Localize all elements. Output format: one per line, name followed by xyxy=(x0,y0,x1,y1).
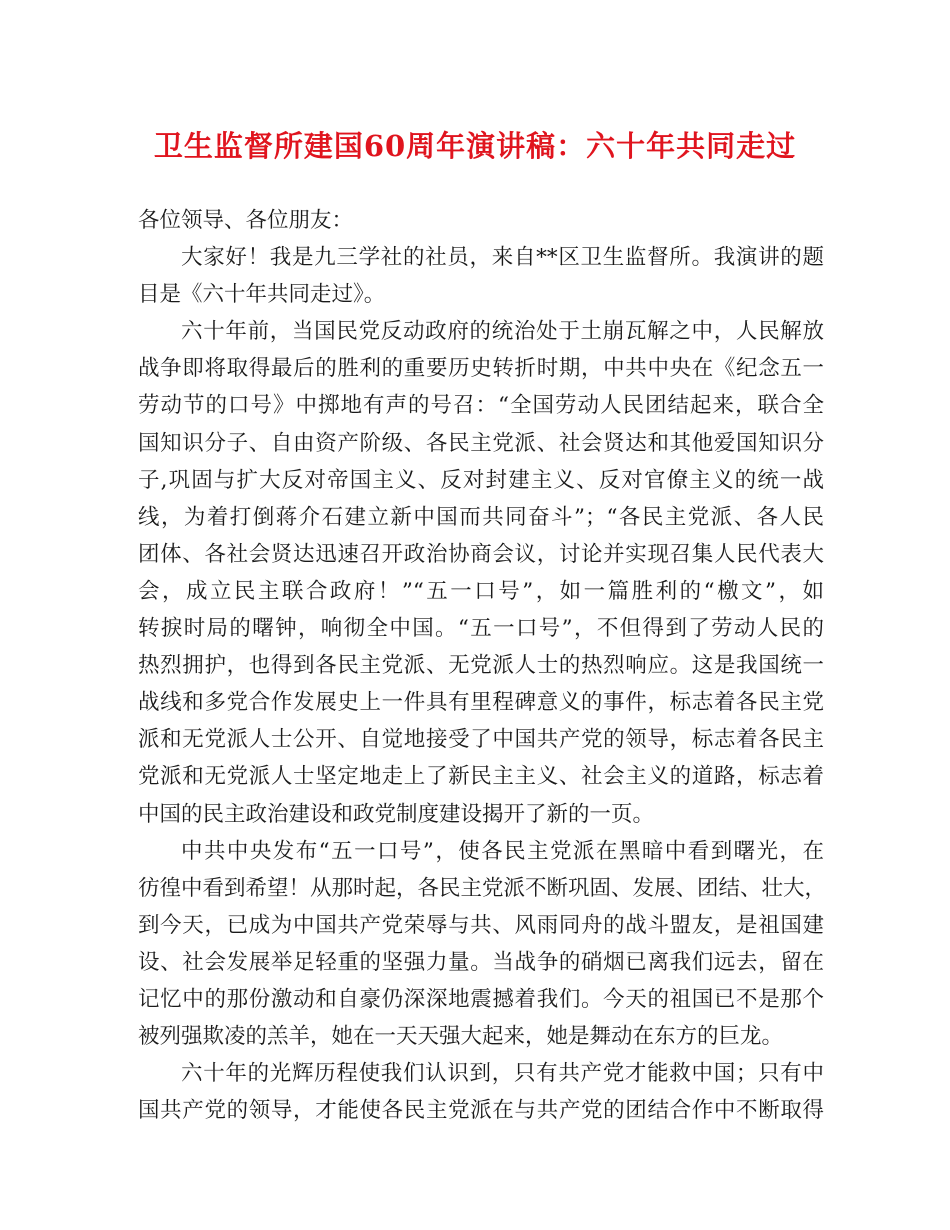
body-line: 被列强欺凌的羔羊，她在一天天强大起来，她是舞动在东方的巨龙。 xyxy=(138,1024,784,1050)
body-line: 中国的民主政治建设和政党制度建设揭开了新的一页。 xyxy=(138,801,655,827)
body-line: 六十年前，当国民党反动政府的统治处于土崩瓦解之中，人民解放 xyxy=(181,319,824,345)
body-line: 战争即将取得最后的胜利的重要历史转折时期，中共中央在《纪念五一 xyxy=(138,356,824,382)
document-body xyxy=(138,202,827,1129)
body-line: 中共中央发布“五一口号”，使各民主党派在黑暗中看到曙光，在 xyxy=(181,838,824,864)
body-line: 战线和多党合作发展史上一件具有里程碑意义的事件，标志着各民主党 xyxy=(138,690,824,716)
body-line: 团体、各社会贤达迅速召开政治协商会议，讨论并实现召集人民代表大 xyxy=(138,541,824,567)
body-line: 记忆中的那份激动和自豪仍深深地震撼着我们。今天的祖国已不是那个 xyxy=(138,986,824,1012)
body-line: 国知识分子、自由资产阶级、各民主党派、社会贤达和其他爱国知识分 xyxy=(138,430,824,456)
greeting-line: 各位领导、各位朋友： xyxy=(138,208,354,233)
body-line: 目是《六十年共同走过》。 xyxy=(138,282,386,308)
body-line: 大家好！我是九三学社的社员，来自**区卫生监督所。我演讲的题 xyxy=(181,245,824,271)
body-line: 彷徨中看到希望！从那时起，各民主党派不断巩固、发展、团结、壮大， xyxy=(138,875,827,901)
body-line: 党派和无党派人士坚定地走上了新民主主义、社会主义的道路，标志着 xyxy=(138,764,824,790)
body-line: 六十年的光辉历程使我们认识到，只有共产党才能救中国；只有中 xyxy=(181,1061,824,1087)
body-line: 子,巩固与扩大反对帝国主义、反对封建主义、反对官僚主义的统一战 xyxy=(138,467,824,493)
body-line: 会，成立民主联合政府！”“五一口号”，如一篇胜利的“檄文”，如 xyxy=(138,578,824,604)
body-line: 国共产党的领导，才能使各民主党派在与共产党的团结合作中不断取得 xyxy=(138,1098,824,1124)
body-line: 到今天，已成为中国共产党荣辱与共、风雨同舟的战斗盟友，是祖国建 xyxy=(138,912,824,938)
body-line: 劳动节的口号》中掷地有声的号召：“全国劳动人民团结起来，联合全 xyxy=(138,393,824,419)
document-title: 卫生监督所建国60周年演讲稿：六十年共同走过 xyxy=(153,129,797,163)
body-line: 转捩时局的曙钟，响彻全中国。“五一口号”，不但得到了劳动人民的 xyxy=(138,616,824,642)
body-line: 热烈拥护，也得到各民主党派、无党派人士的热烈响应。这是我国统一 xyxy=(138,653,824,679)
body-text xyxy=(138,239,827,1129)
body-line: 线，为着打倒蒋介石建立新中国而共同奋斗”；“各民主党派、各人民 xyxy=(138,504,824,530)
body-line: 设、社会发展举足轻重的坚强力量。当战争的硝烟已离我们远去，留在 xyxy=(138,949,824,975)
body-line: 派和无党派人士公开、自觉地接受了中国共产党的领导，标志着各民主 xyxy=(138,727,824,753)
